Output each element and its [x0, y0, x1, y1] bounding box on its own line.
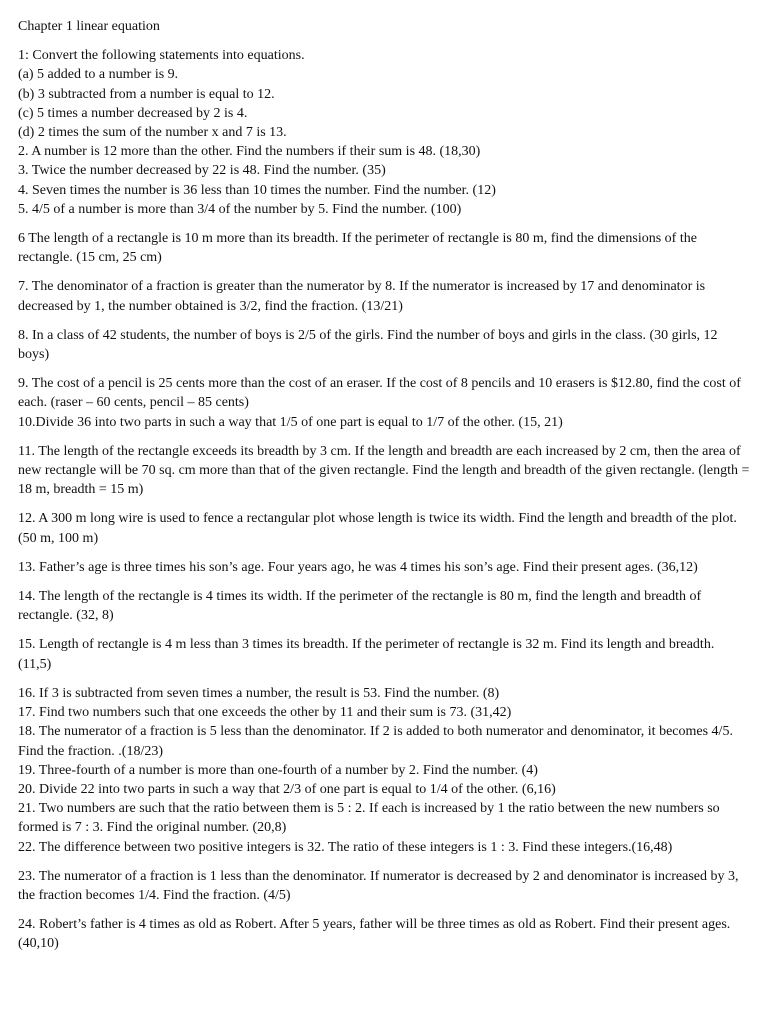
question-block-13: [18, 558, 750, 577]
question-block-12: [18, 509, 750, 547]
question-7: 7. The denominator of a fraction is greater than the numerator by 8. If the numerator is increased by 17 and denominator is decreased by 1, the number obtained is 3/2, find the fraction. (13/21): [18, 279, 706, 314]
question-17: 17. Find two numbers such that one exceeds the other by 11 and their sum is 73. (31,42): [18, 705, 512, 721]
question-1d: (d) 2 times the sum of the number x and 7 is 13.: [18, 125, 287, 141]
question-block-1: [18, 46, 750, 219]
chapter-title: Chapter 1 linear equation: [18, 19, 160, 34]
question-20: 20. Divide 22 into two parts in such a way that 2/3 of one part is equal to 1/4 of the other. (6,16): [18, 781, 556, 797]
question-block-9: [18, 374, 750, 432]
question-block-23: [18, 867, 750, 905]
question-block-24: [18, 915, 750, 953]
question-block-6: [18, 229, 750, 267]
question-4: 4. Seven times the number is 36 less than 10 times the number. Find the number. (12): [18, 182, 496, 198]
question-13: 13. Father’s age is three times his son’s age. Four years ago, he was 4 times his son’s age. Find their present ages. (36,12): [18, 559, 698, 575]
question-9: 9. The cost of a pencil is 25 cents more than the cost of an eraser. If the cost of 8 pencils and 10 erasers is $12.80, find the cost of each. (raser – 60 cents, pencil – 85 cents): [18, 376, 741, 411]
question-block-11: [18, 442, 750, 500]
question-6: 6 The length of a rectangle is 10 m more than its breadth. If the perimeter of rectangle is 80 m, find the dimensions of the rectangle. (15 cm, 25 cm): [18, 231, 697, 266]
question-16: 16. If 3 is subtracted from seven times a number, the result is 53. Find the number. (8): [18, 685, 500, 701]
question-2: 2. A number is 12 more than the other. Find the numbers if their sum is 48. (18,30): [18, 144, 481, 160]
question-23: 23. The numerator of a fraction is 1 less than the denominator. If numerator is decreased by 2 and denominator is increased by 3, the fraction becomes 1/4. Find the fraction. (4/5): [18, 868, 739, 903]
question-5: 5. 4/5 of a number is more than 3/4 of the number by 5. Find the number. (100): [18, 201, 462, 217]
question-10: 10.Divide 36 into two parts in such a way that 1/5 of one part is equal to 1/7 of the other. (15, 21): [18, 414, 563, 430]
question-18: 18. The numerator of a fraction is 5 less than the denominator. If 2 is added to both numerator and denominator, it becomes 4/5. Find the fraction. .(18/23): [18, 724, 733, 759]
question-1b: (b) 3 subtracted from a number is equal to 12.: [18, 86, 275, 102]
question-21: 21. Two numbers are such that the ratio between them is 5 : 2. If each is increased by 1 the ratio between the new numbers so formed is 7 : 3. Find the original number. (20,8): [18, 801, 720, 836]
question-block-15: [18, 635, 750, 673]
question-12: 12. A 300 m long wire is used to fence a rectangular plot whose length is twice its width. Find the length and breadth of the plot. (50 m, 100 m): [18, 511, 737, 546]
question-1a: (a) 5 added to a number is 9.: [18, 67, 179, 83]
question-block-14: [18, 587, 750, 625]
question-14: 14. The length of the rectangle is 4 times its width. If the perimeter of the rectangle is 80 m, find the length and breadth of rectangle. (32, 8): [18, 589, 702, 624]
question-1: 1: Convert the following statements into equations.: [18, 48, 305, 64]
question-19: 19. Three-fourth of a number is more than one-fourth of a number by 2. Find the number. (4): [18, 762, 538, 778]
question-block-16-22: [18, 684, 750, 857]
question-15: 15. Length of rectangle is 4 m less than 3 times its breadth. If the perimeter of rectangle is 32 m. Find its length and breadth. (11,5): [18, 637, 715, 672]
question-24: 24. Robert’s father is 4 times as old as Robert. After 5 years, father will be three times as old as Robert. Find their present ages. (40,10): [18, 917, 731, 952]
question-1c: (c) 5 times a number decreased by 2 is 4.: [18, 105, 248, 121]
question-8: 8. In a class of 42 students, the number of boys is 2/5 of the girls. Find the number of boys and girls in the class. (30 girls, 12 boys): [18, 327, 718, 363]
question-22: 22. The difference between two positive integers is 32. The ratio of these integers is 1 : 3. Find these integers.(16,48): [18, 839, 673, 855]
question-3: 3. Twice the number decreased by 22 is 48. Find the number. (35): [18, 163, 386, 179]
question-block-8: [18, 326, 750, 364]
question-11: 11. The length of the rectangle exceeds its breadth by 3 cm. If the length and breadth are each increased by 2 cm, then the area of new rectangle will be 70 sq. cm more than that of the given rectangle. Find the length and breadth of the given rectangle. (length = 18 m, breadth = 15 m): [18, 443, 750, 498]
question-block-7: [18, 277, 750, 315]
